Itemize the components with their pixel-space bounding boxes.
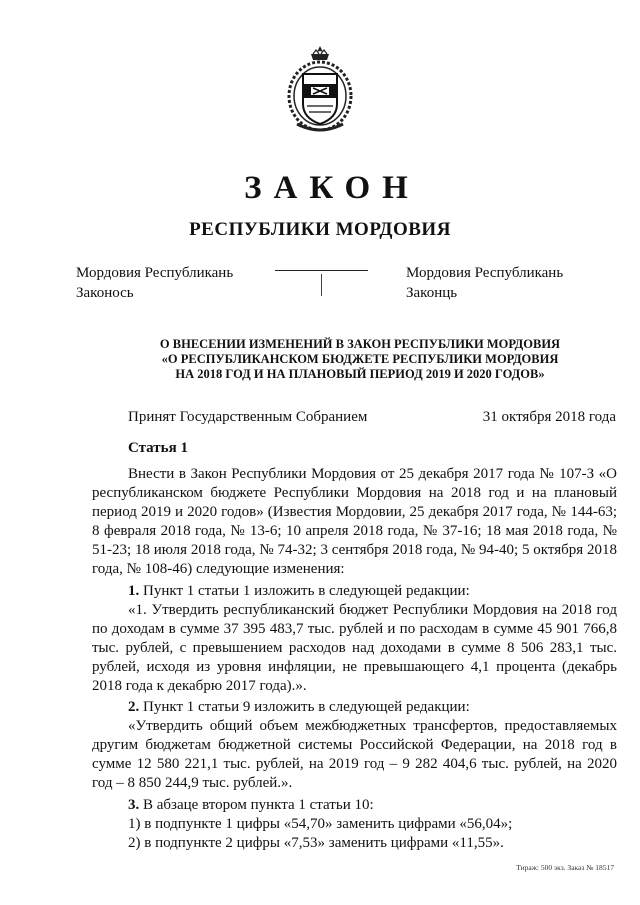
title-erzya-right-line1: Мордовия Республикань — [406, 265, 564, 281]
item-2-text: «Утвердить общий объем межбюджетных трансфертов, предоставляемых другим бюджетам бюджетной системы Российской Федерации, на 2018 год в сумме 12 580 221,1 тыс. рублей, на 2019 год – 9 282 404,6 тыс. рублей, на 2020 год – 8 850 244,9 тыс. рублей.». — [92, 718, 617, 791]
adopted-by: Принят Государственным Собранием — [128, 409, 368, 425]
amendment-item-1 — [92, 582, 617, 696]
document-title: ЗАКОН — [244, 170, 420, 206]
law-subject — [100, 337, 620, 382]
item-3-heading-text: В абзаце втором пункта 1 статьи 10: — [139, 797, 374, 813]
law-subject-line3: НА 2018 ГОД И НА ПЛАНОВЫЙ ПЕРИОД 2019 И 2020 ГОДОВ» — [175, 367, 545, 381]
amendment-item-2 — [92, 698, 617, 793]
item-1-number: 1. — [128, 583, 140, 599]
item-1-heading-text: Пункт 1 статьи 1 изложить в следующей редакции: — [139, 583, 470, 599]
registration-tick — [321, 274, 322, 296]
registration-number-line — [275, 270, 368, 271]
item-1-text: «1. Утвердить республиканский бюджет Республики Мордовия на 2018 год по доходам в сумме 37 395 483,7 тыс. рублей и по расходам в сумме 45 901 766,8 тыс. рублей, с превышением расходов над доходами в сумме 8 506 283,1 тыс. рублей, исходя из уровня инфляции, не превышающего 4,1 процента (декабрь 2018 года к декабрю 2017 года).». — [92, 602, 617, 694]
item-1-heading — [92, 582, 617, 601]
title-moksha-left — [76, 263, 233, 303]
item-3-number: 3. — [128, 797, 140, 813]
adopted-date: 31 октября 2018 года — [482, 409, 616, 425]
item-3-sub-1: 1) в подпункте 1 цифры «54,70» заменить цифрами «56,04»; — [128, 816, 513, 832]
title-erzya-right — [406, 263, 563, 303]
print-run-footer: Тираж: 500 экз. Заказ № 18517 — [516, 863, 614, 872]
law-subject-line2: «О РЕСПУБЛИКАНСКОМ БЮДЖЕТЕ РЕСПУБЛИКИ МОРДОВИЯ — [161, 352, 559, 366]
item-2-number: 2. — [128, 699, 140, 715]
article-heading: Статья 1 — [128, 440, 188, 456]
coat-of-arms-emblem — [283, 44, 357, 136]
intro-paragraph — [92, 465, 617, 579]
document-subtitle: РЕСПУБЛИКИ МОРДОВИЯ — [189, 219, 451, 240]
title-moksha-left-line2: Законось — [76, 285, 134, 301]
title-erzya-right-line2: Законць — [406, 285, 458, 301]
item-2-heading-text: Пункт 1 статьи 9 изложить в следующей редакции: — [139, 699, 470, 715]
item-3-heading — [92, 796, 617, 815]
law-subject-line1: О ВНЕСЕНИИ ИЗМЕНЕНИЙ В ЗАКОН РЕСПУБЛИКИ МОРДОВИЯ — [159, 337, 561, 351]
item-2-heading — [92, 698, 617, 717]
title-moksha-left-line1: Мордовия Республикань — [76, 265, 234, 281]
intro-text: Внести в Закон Республики Мордовия от 25 декабря 2017 года № 107-З «О республиканском бюджете Республики Мордовия на 2018 год и на плановый период 2019 и 2020 годов» (Известия Мордовии, 25 декабря 2017 года, № 144-63; 8 февраля 2018 года, № 13-6; 10 апреля 2018 года, № 37-16; 18 мая 2018 года, № 51-23; 18 июля 2018 года, № 74-32; 3 сентября 2018 года, № 94-40; 5 октября 2018 года, № 108-46) следующие изменения: — [92, 466, 617, 577]
item-3-sub-2: 2) в подпункте 2 цифры «7,53» заменить цифрами «11,55». — [128, 835, 504, 851]
amendment-item-3 — [92, 796, 617, 853]
